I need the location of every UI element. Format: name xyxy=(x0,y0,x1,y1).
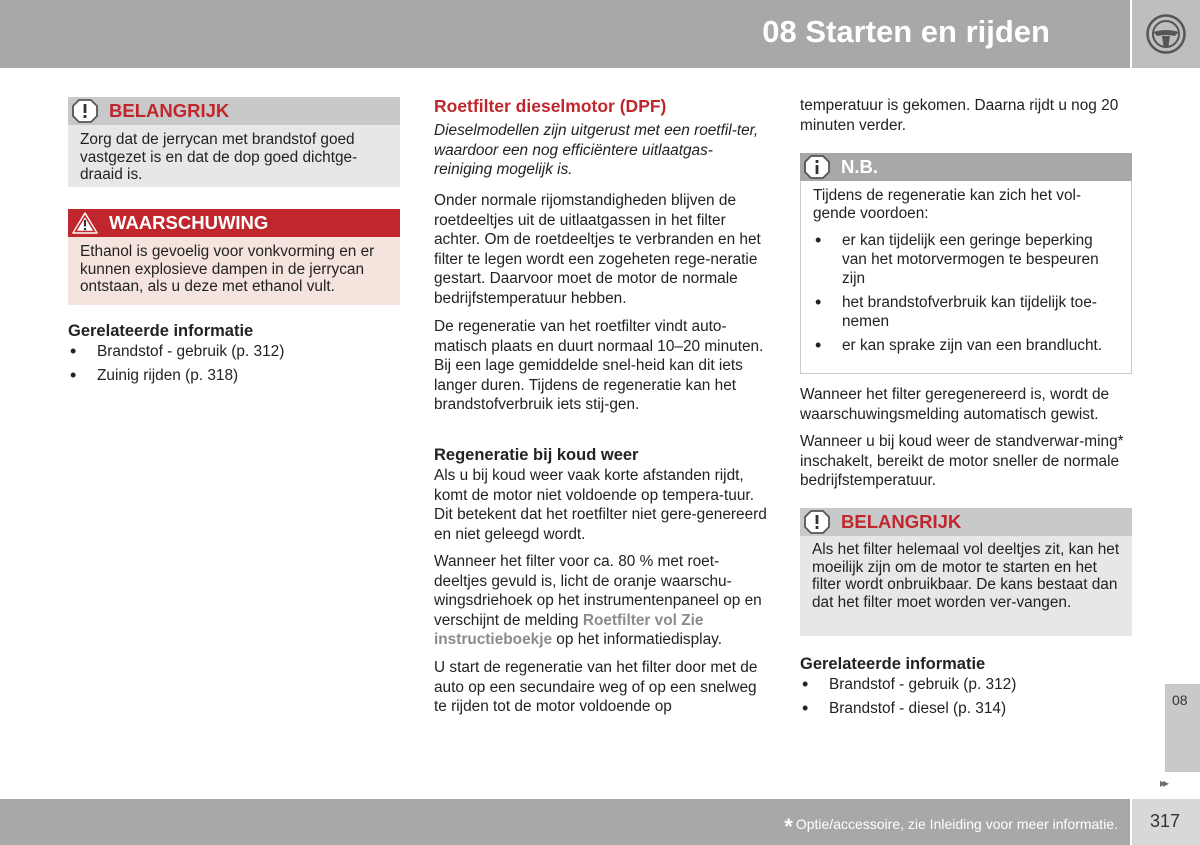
important-box-header xyxy=(68,97,400,125)
page-header xyxy=(0,0,1130,68)
footnote-star: * xyxy=(784,814,793,839)
continue-arrows-icon: ▸▸ xyxy=(1160,776,1167,790)
info-icon xyxy=(804,155,830,179)
related-link-fuel-use[interactable]: • Brandstof - gebruik (p. 312) xyxy=(800,675,1132,694)
important-box xyxy=(68,97,400,187)
warning-box-header xyxy=(68,209,400,237)
footer-note-text: Optie/accessoire, zie Inleiding voor meer informatie. xyxy=(795,816,1118,832)
warning-triangle-icon xyxy=(72,211,98,235)
display-message: Roetfilter vol Zie instructieboekje xyxy=(434,611,704,648)
nb-box xyxy=(800,153,1132,374)
important-icon xyxy=(72,99,98,123)
chapter-title: 08 Starten en rijden xyxy=(762,14,1050,49)
related-info-heading-2: Gerelateerde informatie xyxy=(800,655,986,673)
nb-body xyxy=(800,181,1132,374)
nb-label: N.B. xyxy=(841,156,878,177)
paragraph-regeneration: De regeneratie van het roetfilter vindt auto-matisch plaats en duurt normaal 10–20 minuten. Bij een lage gemiddelde snel-heid kan dit iets langer duren. Tijdens de regeneratie kan het brandstofverbruik iets stij-gen. xyxy=(434,318,764,413)
related-info-heading: Gerelateerde informatie xyxy=(68,322,254,340)
important-icon xyxy=(804,510,830,534)
important-box-2 xyxy=(800,508,1132,636)
footer-note xyxy=(784,814,1118,840)
paragraph-start-regeneration: U start de regeneratie van het filter door met de auto op een secundaire weg of op een snelweg te rijden tot de motor voldoende op xyxy=(434,659,758,715)
nb-list-item: • het brandstofverbruik kan tijdelijk toe-nemen xyxy=(813,293,1119,331)
chapter-side-tab[interactable] xyxy=(1165,684,1200,772)
related-link-fuel-diesel[interactable]: • Brandstof - diesel (p. 314) xyxy=(800,699,1132,718)
paragraph-filter-full xyxy=(434,552,768,650)
nb-box-header xyxy=(800,153,1132,181)
important-text: Zorg dat de jerrycan met brandstof goed vastgezet is en dat de dop goed dichtge-draaid is. xyxy=(68,125,400,187)
important-label-2: BELANGRIJK xyxy=(841,511,962,532)
subheading-cold-weather: Regeneratie bij koud weer xyxy=(434,446,639,464)
warning-text: Ethanol is gevoelig voor vonkvorming en er kunnen explosieve dampen in de jerrycan ontstaan, als u deze met ethanol vult. xyxy=(68,237,400,305)
nb-list-item: • er kan sprake zijn van een brandlucht. xyxy=(813,336,1119,355)
nb-list-item: • er kan tijdelijk een geringe beperking van het motorvermogen te bespeuren zijn xyxy=(813,231,1119,288)
page-footer xyxy=(0,799,1130,845)
chapter-side-tab-label: 08 xyxy=(1172,692,1188,708)
related-link-fuel-use[interactable]: • Brandstof - gebruik (p. 312) xyxy=(68,342,400,361)
section-title: Roetfilter dieselmotor (DPF) xyxy=(434,96,667,116)
paragraph-filter-full-text: Wanneer het filter voor ca. 80 % met roet-deeltjes gevuld is, licht de oranje waarschu-wingsdriehoek op het instrumentenpaneel op en verschijnt de melding xyxy=(434,553,762,629)
nb-text: Tijdens de regeneratie kan zich het vol-gende voordoen: xyxy=(813,187,1082,222)
important-box-2-header xyxy=(800,508,1132,536)
chapter-icon-box xyxy=(1132,0,1200,68)
paragraph-filter-full-end: op het informatiedisplay. xyxy=(552,631,722,648)
page-number-box xyxy=(1132,799,1200,845)
page-number: 317 xyxy=(1150,811,1181,831)
nb-list xyxy=(813,231,1119,355)
paragraph-parking-heater: Wanneer u bij koud weer de standverwar-ming* inschakelt, bereikt de motor sneller de normale bedrijfstemperatuur. xyxy=(800,433,1124,489)
related-link-economical-driving[interactable]: • Zuinig rijden (p. 318) xyxy=(68,366,400,385)
paragraph-regenerated: Wanneer het filter geregenereerd is, wordt de waarschuwingsmelding automatisch gewist. xyxy=(800,386,1110,423)
related-info-list xyxy=(68,342,400,385)
paragraph-continued: temperatuur is gekomen. Daarna rijdt u nog 20 minuten verder. xyxy=(800,97,1119,134)
warning-label: WAARSCHUWING xyxy=(109,212,269,233)
important-label: BELANGRIJK xyxy=(109,100,230,121)
paragraph-cold-weather: Als u bij koud weer vaak korte afstanden rijdt, komt de motor niet voldoende op tempera-tuur. Dit betekent dat het roetfilter niet gere-genereerd en niet geleegd wordt. xyxy=(434,467,767,543)
section-intro: Dieselmodellen zijn uitgerust met een roetfil-ter, waardoor een nog efficiëntere uitlaatgas-reiniging mogelijk is. xyxy=(434,122,759,178)
paragraph-normal-conditions: Onder normale rijomstandigheden blijven de roetdeeltjes uit de uitlaatgassen in het filter achter. Om de roetdeeltjes te verbranden en het filter te legen wordt een zogeheten rege-neratie gestart. Daarvoor moet de motor de normale bedrijfstemperatuur hebben. xyxy=(434,192,761,307)
related-info-list-2 xyxy=(800,675,1132,718)
steering-wheel-icon xyxy=(1145,13,1187,55)
warning-box xyxy=(68,209,400,305)
important-text-2: Als het filter helemaal vol deeltjes zit, kan het moeilijk zijn om de motor te starten en het filter wordt onbruikbaar. De kans bestaat dan dat het filter moet worden ver-vangen. xyxy=(800,536,1132,636)
